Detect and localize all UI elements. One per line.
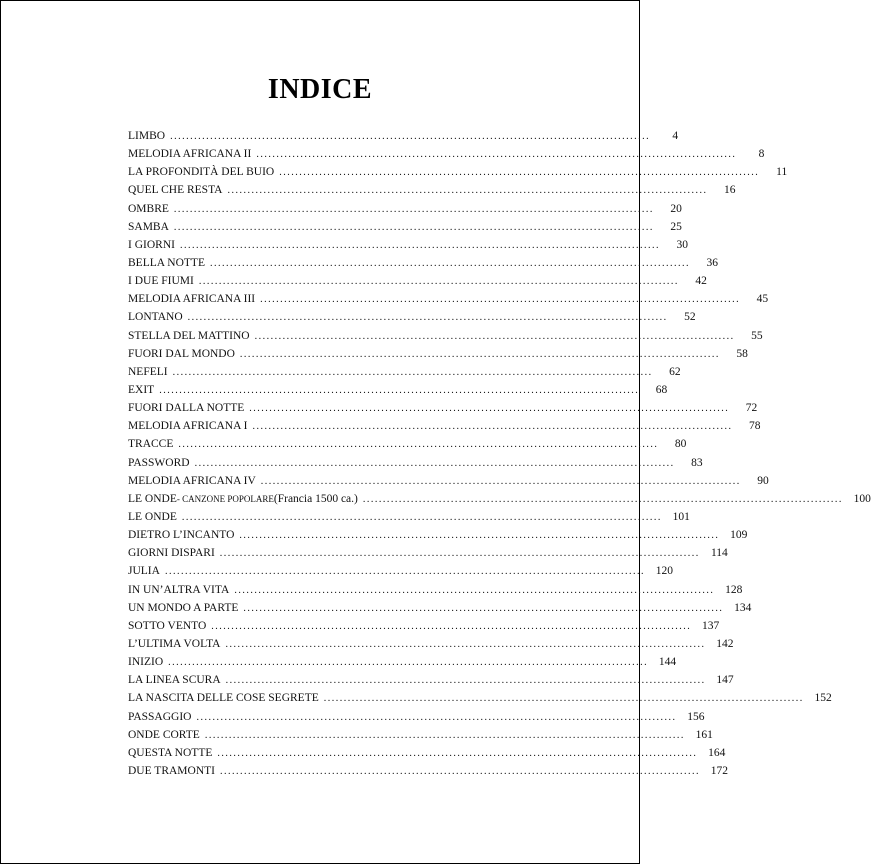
entry-title: GIORNI DISPARI [128, 547, 215, 560]
toc-entry [128, 472, 769, 490]
dot-leader: ........................................................................................................................ [225, 638, 706, 650]
entry-page-number: 25 [670, 220, 682, 233]
entry-title: L’ULTIMA VOLTA [128, 637, 221, 650]
entry-subtitle: - CANZONE POPOLARE [176, 493, 274, 504]
toc-entry [128, 381, 668, 399]
dot-leader: ........................................................................................................................ [256, 149, 737, 161]
dot-leader: ........................................................................................................................ [252, 421, 733, 433]
toc-entry [128, 744, 726, 762]
dot-leader: ........................................................................................................................ [181, 511, 662, 523]
toc-entry [128, 599, 752, 617]
dot-leader: ........................................................................................................................ [170, 131, 651, 142]
dot-leader: ........................................................................................................................ [168, 657, 649, 669]
entry-title: INIZIO [128, 656, 164, 669]
toc-entry [128, 345, 748, 363]
dot-leader: ........................................................................................................................ [254, 330, 735, 342]
entry-page-number: 20 [670, 202, 682, 215]
dot-leader: ........................................................................................................................ [172, 366, 653, 378]
toc-entry [128, 145, 765, 163]
dot-leader: ........................................................................................................................ [217, 747, 698, 759]
dot-leader: ........................................................................................................................ [164, 566, 645, 578]
dot-leader: ........................................................................................................................ [260, 294, 741, 306]
entry-page-number: 134 [734, 601, 752, 614]
entry-page-number: 58 [736, 347, 748, 360]
entry-page-number: 30 [676, 238, 688, 251]
dot-leader: ........................................................................................................................ [219, 548, 700, 560]
entry-title: LE ONDE [128, 510, 177, 523]
entry-page-number: 128 [725, 583, 743, 596]
entry-title: IN UN’ALTRA VITA [128, 583, 230, 596]
entry-title: ONDE CORTE [128, 728, 200, 741]
dot-leader: ........................................................................................................................ [196, 711, 677, 723]
toc-entry [128, 181, 736, 199]
entry-title: JULIA [128, 565, 160, 578]
toc-entry [128, 689, 832, 707]
entry-page-number: 144 [658, 656, 677, 669]
entry-page-number: 90 [757, 474, 769, 487]
toc-entry [128, 399, 758, 417]
entry-page-number: 42 [695, 275, 707, 288]
dot-leader: ........................................................................................................................ [204, 729, 685, 741]
dot-leader: ........................................................................................................................ [178, 439, 659, 451]
dot-leader: ........................................................................................................................ [260, 475, 741, 487]
entry-title: LA NASCITA DELLE COSE SEGRETE [128, 692, 319, 705]
entry-title: BELLA NOTTE [128, 256, 205, 269]
dot-leader: ........................................................................................................................ [194, 457, 675, 469]
toc-entry [128, 490, 871, 508]
toc-entry [128, 254, 718, 272]
dot-leader: ........................................................................................................................ [198, 276, 679, 288]
entry-page-number: 78 [748, 420, 761, 433]
toc-entry [128, 544, 728, 562]
entry-page-number: 172 [710, 764, 728, 777]
entry-title: PASSAGGIO [128, 710, 192, 723]
dot-leader: ........................................................................................................................ [234, 584, 715, 596]
entry-page-number: 147 [716, 674, 734, 687]
entry-title: MELODIA AFRICANA IV [128, 474, 256, 487]
dot-leader: ........................................................................................................................ [239, 530, 720, 542]
dot-leader: ........................................................................................................................ [323, 693, 804, 705]
toc-entry [128, 581, 743, 599]
toc-entry [128, 417, 761, 435]
entry-page-number: 11 [776, 166, 788, 179]
entry-page-number: 114 [710, 547, 728, 560]
dot-leader: ........................................................................................................................ [279, 167, 760, 179]
dot-leader: ........................................................................................................................ [227, 185, 708, 197]
entry-page-number: 55 [751, 329, 763, 342]
entry-title: TRACCE [128, 438, 174, 451]
dot-leader: ........................................................................................................................ [179, 239, 660, 251]
toc-entry [128, 236, 688, 254]
entry-title: FUORI DAL MONDO [128, 347, 235, 360]
entry-page-number: 152 [814, 692, 832, 705]
entry-page-number: 164 [708, 746, 726, 759]
entry-page-number: 8 [758, 148, 765, 161]
toc-entry [128, 327, 763, 345]
dot-leader: ........................................................................................................................ [243, 602, 724, 614]
entry-page-number: 80 [674, 438, 687, 451]
dot-leader: ........................................................................................................................ [249, 403, 730, 415]
entry-page-number: 156 [687, 710, 705, 723]
toc-entry [128, 671, 734, 689]
entry-title: LIMBO [128, 130, 166, 142]
toc-entry [128, 218, 682, 236]
toc-entry [128, 526, 748, 544]
entry-page-number: 100 [853, 492, 871, 505]
toc-entry [128, 726, 713, 744]
entry-title: LONTANO [128, 311, 183, 324]
toc-entry [128, 163, 788, 181]
table-of-contents [128, 127, 871, 780]
dot-leader: ........................................................................................................................ [362, 493, 843, 505]
page-title: INDICE [267, 73, 373, 105]
entry-page-number: 109 [730, 529, 748, 542]
entry-page-number: 120 [655, 565, 673, 578]
dot-leader: ........................................................................................................................ [211, 620, 692, 632]
entry-title: EXIT [128, 383, 155, 396]
entry-title: DIETRO L’INCANTO [128, 529, 235, 542]
entry-title: SAMBA [128, 220, 169, 233]
entry-page-number: 62 [669, 365, 681, 378]
toc-entry [128, 308, 696, 326]
entry-page-number: 68 [655, 383, 668, 396]
entry-title: LE ONDE [128, 492, 177, 505]
entry-page-number: 36 [706, 256, 718, 269]
toc-entry [128, 272, 707, 290]
entry-title: SOTTO VENTO [128, 619, 207, 632]
toc-entry [128, 200, 682, 218]
toc-entry [128, 290, 769, 308]
toc-entry [128, 635, 734, 653]
entry-page-number: 16 [723, 184, 736, 197]
entry-title: I GIORNI [128, 238, 175, 251]
entry-page-number: 52 [684, 311, 696, 324]
toc-entry [128, 127, 679, 145]
entry-page-number: 72 [745, 402, 758, 415]
entry-page-number: 137 [702, 619, 720, 632]
dot-leader: ........................................................................................................................ [209, 257, 690, 269]
entry-title: STELLA DEL MATTINO [128, 329, 250, 342]
dot-leader: ........................................................................................................................ [220, 765, 700, 777]
toc-entry [128, 653, 677, 671]
dot-leader: ........................................................................................................................ [239, 348, 720, 360]
entry-title: UN MONDO A PARTE [128, 601, 239, 614]
entry-page-number: 45 [756, 293, 769, 306]
dot-leader: ........................................................................................................................ [173, 203, 654, 215]
entry-page-number: 83 [691, 456, 703, 469]
dot-leader: ........................................................................................................................ [159, 384, 640, 396]
entry-page-number: 4 [672, 130, 679, 142]
entry-title: OMBRE [128, 202, 169, 215]
toc-entry [128, 762, 728, 780]
toc-entry [128, 508, 690, 526]
entry-title: QUEL CHE RESTA [128, 184, 223, 197]
entry-title: MELODIA AFRICANA I [128, 420, 248, 433]
entry-title: I DUE FIUMI [128, 275, 194, 288]
entry-page-number: 161 [695, 728, 713, 741]
entry-title: LA LINEA SCURA [128, 674, 221, 687]
toc-entry [128, 708, 705, 726]
entry-page-number: 101 [672, 510, 690, 523]
entry-title: FUORI DALLA NOTTE [128, 402, 245, 415]
entry-title: QUESTA NOTTE [128, 746, 213, 759]
entry-title: PASSWORD [128, 456, 190, 469]
dot-leader: ........................................................................................................................ [187, 312, 668, 324]
dot-leader: ........................................................................................................................ [225, 675, 706, 687]
entry-title: LA PROFONDITÀ DEL BUIO [128, 166, 275, 179]
toc-entry [128, 454, 703, 472]
entry-note: (Francia 1500 ca.) [273, 492, 358, 505]
toc-entry [128, 363, 681, 381]
entry-title: MELODIA AFRICANA III [128, 293, 256, 306]
entry-title: MELODIA AFRICANA II [128, 148, 252, 161]
toc-entry [128, 435, 687, 453]
toc-entry [128, 617, 720, 635]
entry-title: NEFELI [128, 365, 168, 378]
entry-page-number: 142 [716, 637, 734, 650]
toc-entry [128, 562, 673, 580]
dot-leader: ........................................................................................................................ [173, 221, 654, 233]
entry-title: DUE TRAMONTI [128, 764, 215, 777]
